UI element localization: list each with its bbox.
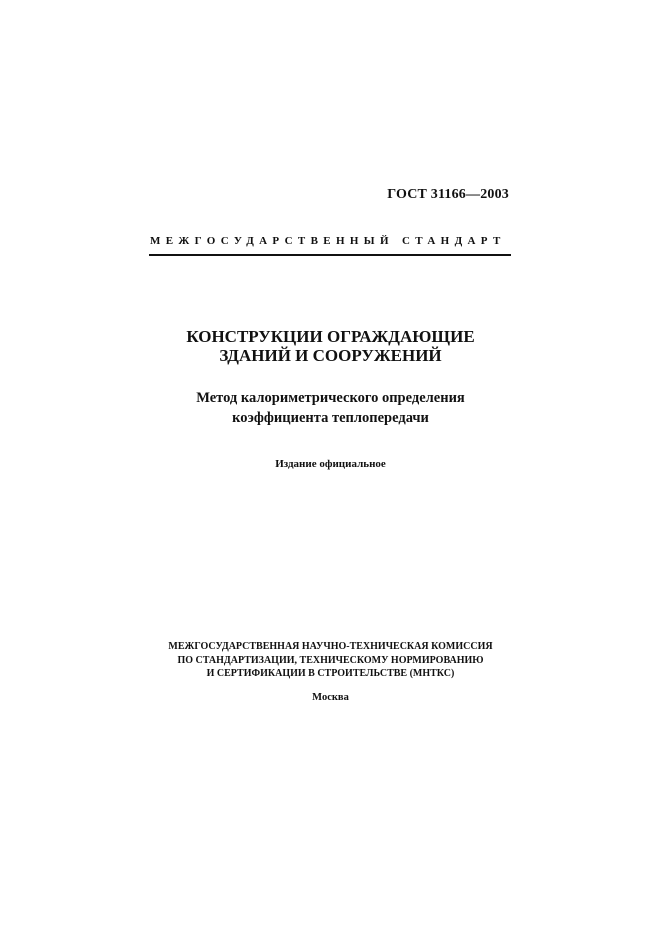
edition-note: Издание официальное bbox=[275, 458, 386, 470]
title-line-2: ЗДАНИЙ И СООРУЖЕНИЙ bbox=[219, 346, 442, 365]
title-line-1: КОНСТРУКЦИИ ОГРАЖДАЮЩИЕ bbox=[186, 327, 475, 346]
header-rule bbox=[149, 254, 511, 256]
publisher-line-2: ПО СТАНДАРТИЗАЦИИ, ТЕХНИЧЕСКОМУ НОРМИРОВАНИЮ bbox=[177, 654, 484, 666]
document-title bbox=[0, 327, 661, 365]
subtitle-line-2: коэффициента теплопередачи bbox=[232, 410, 429, 426]
publisher-block bbox=[0, 640, 661, 681]
publication-city: Москва bbox=[312, 692, 349, 703]
standard-type-heading: МЕЖГОСУДАРСТВЕННЫЙ СТАНДАРТ bbox=[150, 235, 506, 247]
publisher-line-1: МЕЖГОСУДАРСТВЕННАЯ НАУЧНО-ТЕХНИЧЕСКАЯ КОМИССИЯ bbox=[168, 641, 493, 652]
document-number: ГОСТ 31166—2003 bbox=[387, 187, 509, 202]
subtitle-line-1: Метод калориметрического определения bbox=[196, 390, 465, 406]
document-subtitle bbox=[0, 388, 661, 428]
publisher-line-3: И СЕРТИФИКАЦИИ В СТРОИТЕЛЬСТВЕ (МНТКС) bbox=[206, 668, 455, 679]
